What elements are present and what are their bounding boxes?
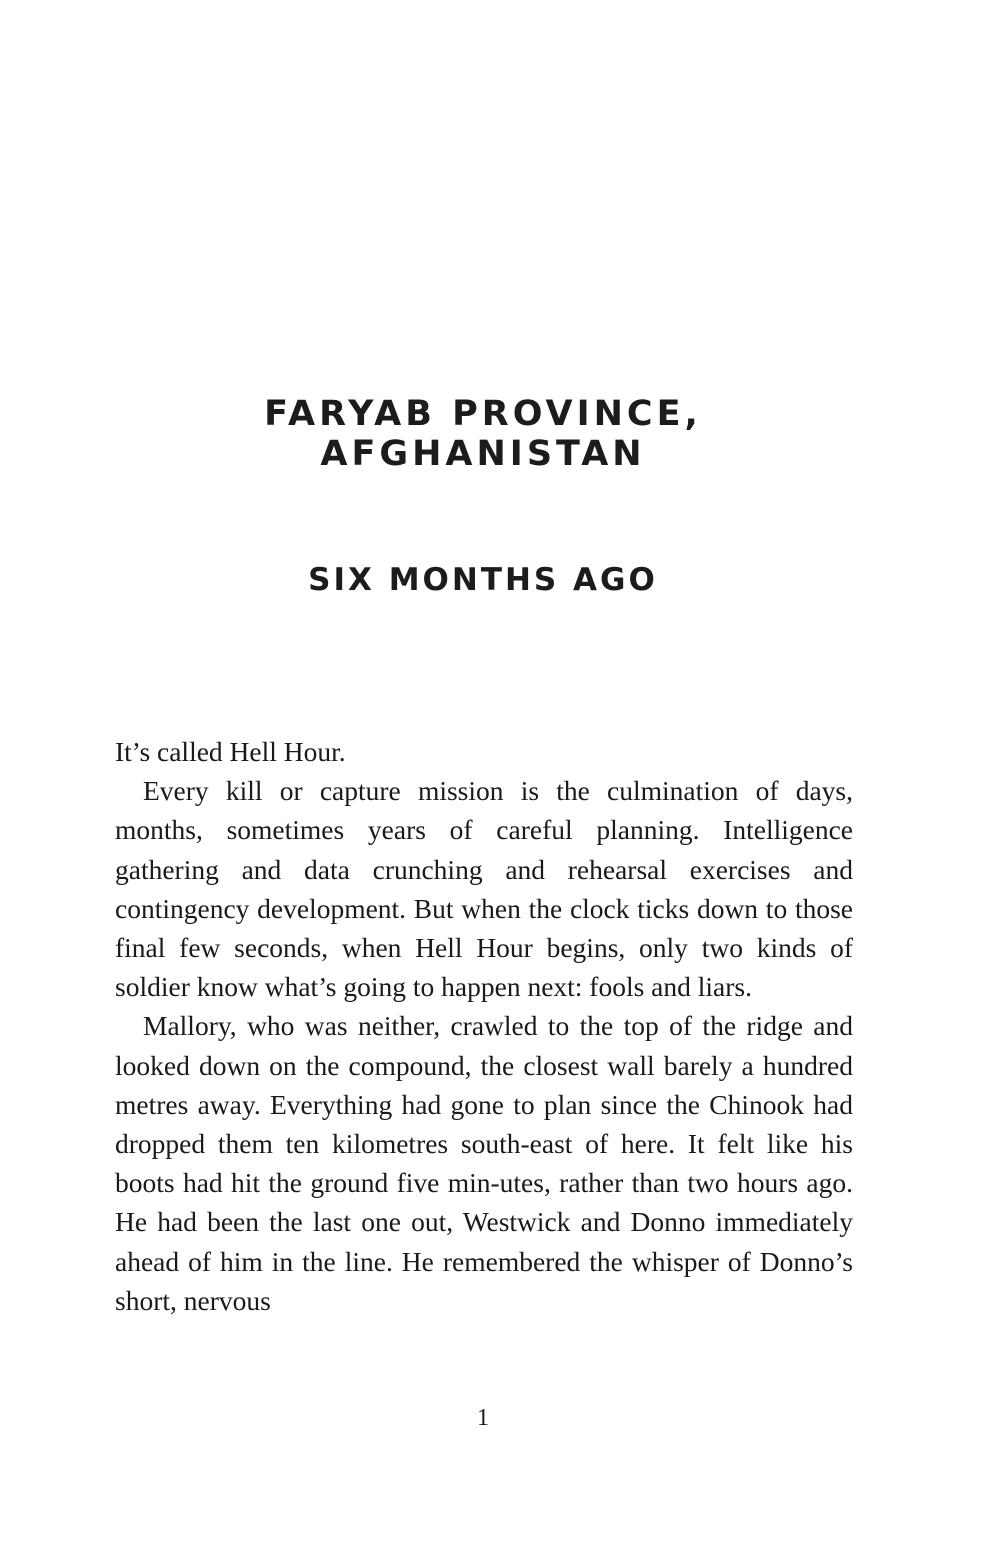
paragraph-2: Every kill or capture mission is the culmination of days, months, sometimes years of careful planning. Intelligence gathering and data crunching and rehearsal exercises and contingency development. But when the clock ticks down to those final few seconds, when Hell Hour begins, only two kinds of soldier know what’s going to happen next: fools and liars. xyxy=(115,775,853,1003)
chapter-time-label: SIX MONTHS AGO xyxy=(308,562,658,598)
chapter-title-line-1: FARYAB PROVINCE, xyxy=(264,394,702,434)
chapter-title xyxy=(0,394,966,474)
paragraph-1: It’s called Hell Hour. xyxy=(115,736,346,767)
page-number: 1 xyxy=(477,1405,489,1431)
body-text xyxy=(115,732,853,1320)
chapter-title-line-2: AFGHANISTAN xyxy=(320,434,646,474)
paragraph-3: Mallory, who was neither, crawled to the top of the ridge and looked down on the compound, the closest wall barely a hundred metres away. Everything had gone to plan since the Chinook had dropped them ten kilometres south-east of here. It felt like his boots had hit the ground five min-utes, rather than two hours ago. He had been the last one out, Westwick and Donno immediately ahead of him in the line. He remembered the whisper of Donno’s short, nervous xyxy=(115,1010,853,1316)
